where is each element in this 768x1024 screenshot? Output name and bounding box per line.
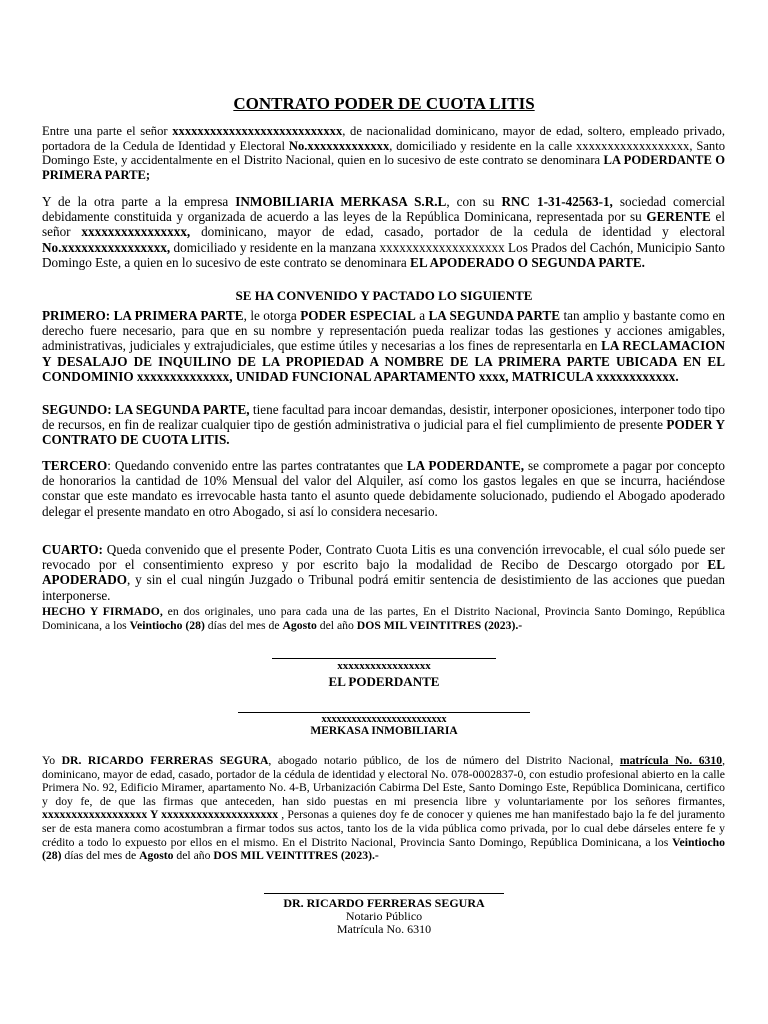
text-run: días del mes de <box>204 618 283 632</box>
bold-text-run: matrícula No. 6310 <box>619 754 723 767</box>
bold-text-run: Agosto <box>139 849 174 863</box>
text-run: dominicano, mayor de edad, casado, portador de la cedula de identidad y electoral <box>190 224 725 240</box>
bold-text-run: INMOBILIARIA MERKASA S.R.L <box>235 194 447 209</box>
bold-text-run: No.xxxxxxxxxxxxx <box>288 138 390 153</box>
text-run: Entre una parte el señor <box>42 124 173 138</box>
bold-text-run: SEGUNDO: LA SEGUNDA PARTE, <box>42 402 250 417</box>
text-run: , dominicano, mayor de edad, casado, portador de la cédula de identidad y electoral No. 078-0002837-0, con estudio profesional abierto en la calle Primera No. 92, Edificio Miramer, apartamento No. 4-B, Urbanización Cabirma Del Este, Santo Domingo Este, República Dominicana, certifico y doy fe, de que las firmas que anteceden, han sido puestas en mi presencia libre y voluntariamente por los señores firmantes, <box>42 754 725 808</box>
text-run: del año <box>173 849 214 863</box>
notary-title: Notario Público <box>345 909 423 923</box>
bold-text-run: No.xxxxxxxxxxxxxxxx, <box>42 239 171 255</box>
text-run: se compromete a pagar por concepto de honorarios la cantidad de 10% Mensual del valor del Alquiler, así como los gastos legales en que se incurra, haciéndose constar que este mandato es irrevocable hasta tanto el asunto quede debidamente solucionado, pudiendo el Abogado apoderado delegar el presente mandato en otro Abogado, si así lo considera necesario. <box>42 458 725 519</box>
agreement-heading: SE HA CONVENIDO Y PACTADO LO SIGUIENTE <box>235 288 533 303</box>
signature-name-merkasa: xxxxxxxxxxxxxxxxxxxxxxxxx <box>321 714 447 725</box>
text-run: domiciliado y residente en la manzana xxxxxxxxxxxxxxxxxxx Los Prados del Cachón, Municipio Santo Domingo Este, a quien en lo sucesivo de este contrato se denominara <box>42 239 725 270</box>
bold-text-run: EL APODERADO O SEGUNDA PARTE. <box>410 254 645 270</box>
bold-text-run: xxxxxxxxxxxxxxxx, <box>81 224 191 240</box>
text-run: en dos originales, uno para cada una de las partes, En el Distrito Nacional, Provincia Santo Domingo, República Dominicana, a los <box>42 605 725 632</box>
bold-text-run: HECHO Y FIRMADO, <box>42 605 163 618</box>
text-run: , Personas a quienes doy fe de conocer y quienes me han manifestado bajo la fe del juramento ser de esta manera como acostumbran a firmar todos sus actos, tanto los de la vida pública como privada, por lo cual debe dárseles entere fe y crédito a todo lo expuesto por ellos en el mismo. En el Distrito Nacional, Provincia Santo Domingo, República Dominicana, a los <box>42 808 725 849</box>
bold-text-run: GERENTE <box>646 209 711 225</box>
clause-tercero <box>42 458 725 519</box>
notary-registration: Matrícula No. 6310 <box>336 922 432 936</box>
second-party-paragraph <box>42 194 725 270</box>
text-run: a <box>415 308 429 323</box>
signature-line-poderdante <box>272 658 496 659</box>
text-run: el señor <box>42 209 725 240</box>
text-run: Y de la otra parte a la empresa <box>42 194 236 209</box>
text-run: , abogado notario público, de los de número del Distrito Nacional, <box>268 754 620 767</box>
notary-certification <box>42 754 725 863</box>
bold-text-run: PRIMERO: LA PRIMERA PARTE <box>42 308 244 323</box>
text-run: Queda convenido que el presente Poder, Contrato Cuota Litis es una convención irrevocable, el cual sólo puede ser revocado por el consentimiento expreso y por escrito bajo la modalidad de Recibo de Descargo otorgado por <box>42 542 725 573</box>
clause-primero <box>42 308 725 384</box>
text-run: tiene facultad para incoar demandas, desistir, interponer oposiciones, interponer todo tipo de recursos, en fin de realizar cualquier tipo de gestión administrativa o judicial para el fiel cumplimiento de presente <box>42 402 725 433</box>
clause-cuarto <box>42 542 725 603</box>
bold-text-run: xxxxxxxxxxxxxxxxxxxxxxxxxxx <box>172 124 343 138</box>
bold-text-run: PODER Y CONTRATO DE CUOTA LITIS. <box>42 417 725 448</box>
bold-text-run: Veintiocho (28) <box>129 618 205 632</box>
text-run: , de nacionalidad dominicano, mayor de edad, soltero, empleado privado, portadora de la Cedula de Identidad y Electoral <box>42 124 725 153</box>
signing-paragraph <box>42 605 725 632</box>
bold-text-run: LA RECLAMACION Y DESALAJO DE INQUILINO DE LA PROPIEDAD A NOMBRE DE LA PRIMERA PARTE UBICADA EN EL CONDOMINIO xxxxxxxxxxxxxx, UNIDAD FUNCIONAL APARTAMENTO xxxx, MATRICULA xxxxxxxxxxxx. <box>42 338 725 384</box>
text-run: , con su <box>446 194 502 209</box>
bold-text-run: Agosto <box>282 618 317 632</box>
bold-text-run: xxxxxxxxxxxxxxxxxx Y xxxxxxxxxxxxxxxxxxxx <box>42 808 279 822</box>
document-title: CONTRATO PODER DE CUOTA LITIS <box>233 94 535 113</box>
text-run: : Quedando convenido entre las partes contratantes que <box>107 458 407 473</box>
bold-text-run: RNC 1-31-42563-1, <box>501 194 613 209</box>
text-run: , y sin el cual ningún Juzgado o Tribunal podrá emitir sentencia de desistimiento de las acciones que puedan interponerse. <box>42 572 725 603</box>
text-run: , le otorga <box>243 308 301 323</box>
bold-text-run: DR. RICARDO FERRERAS SEGURA <box>61 754 269 767</box>
intro-paragraph <box>42 124 725 182</box>
clause-segundo <box>42 402 725 448</box>
bold-text-run: PODER ESPECIAL <box>300 308 416 323</box>
signature-role-poderdante: EL PODERDANTE <box>328 674 440 689</box>
notary-name: DR. RICARDO FERRERAS SEGURA <box>283 896 485 910</box>
text-run: , domiciliado y residente en la calle xxxxxxxxxxxxxxxxxx, Santo Domingo Este, y accidentalmente en el Distrito Nacional, quien en lo sucesivo de este contrato se denominara <box>42 138 726 168</box>
bold-text-run: TERCERO <box>42 458 108 473</box>
text-run: Yo <box>42 754 62 767</box>
bold-text-run: LA PODERDANTE O PRIMERA PARTE; <box>42 153 726 182</box>
bold-text-run: Veintiocho (28) <box>42 835 725 863</box>
signature-line-merkasa <box>238 712 530 713</box>
bold-text-run: CUARTO: <box>42 542 103 557</box>
bold-text-run: DOS MIL VEINTITRES (2023).- <box>213 849 379 863</box>
bold-text-run: DOS MIL VEINTITRES (2023).- <box>356 618 523 632</box>
signature-line-notary <box>264 893 504 894</box>
text-run: sociedad comercial debidamente constituida y organizada de acuerdo a las leyes de la República Dominicana, representada por su <box>42 194 725 225</box>
text-run: tan amplio y bastante como en derecho fuere necesario, para que en su nombre y representación pueda realizar todas las gestiones y acciones amigables, administrativas, judiciales y extrajudiciales, que estime útiles y necesarias a los fines de representarla en <box>42 308 725 354</box>
bold-text-run: LA PODERDANTE, <box>406 458 525 473</box>
bold-text-run: LA SEGUNDA PARTE <box>428 308 561 323</box>
signature-name-poderdante: xxxxxxxxxxxxxxxxx <box>337 660 431 672</box>
bold-text-run: EL APODERADO <box>42 557 725 588</box>
text-run: del año <box>316 618 357 632</box>
text-run: días del mes de <box>61 849 140 863</box>
signature-role-merkasa: MERKASA INMOBILIARIA <box>310 725 458 737</box>
